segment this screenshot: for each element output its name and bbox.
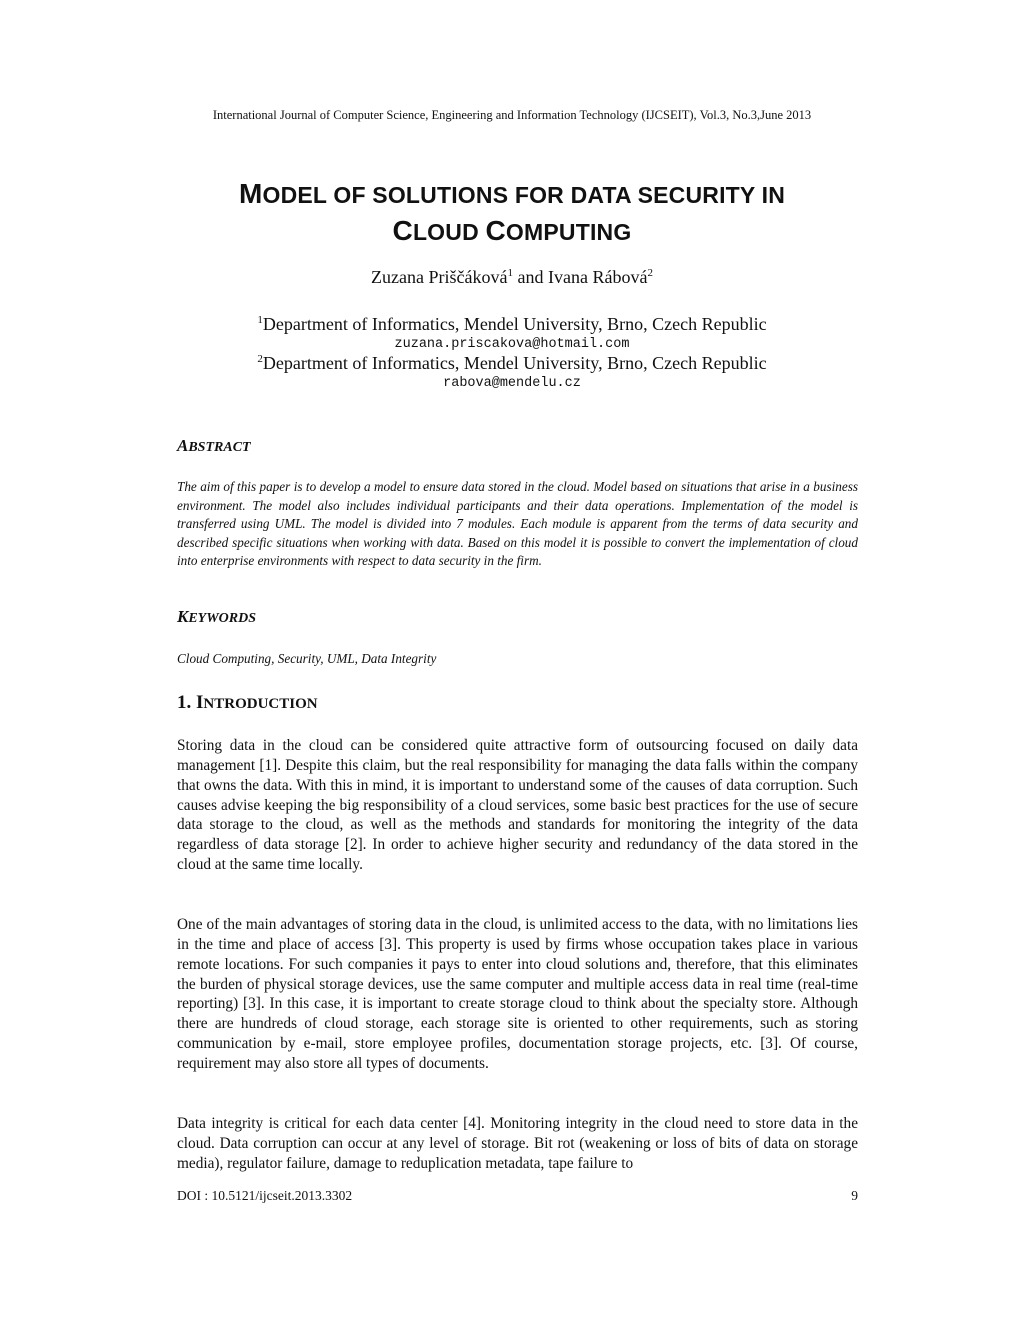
abstract-text: The aim of this paper is to develop a model to ensure data stored in the cloud. Model based on situations that arise in a business environment. The model also includes individual participants and their data operations. Implementation of the model is transferred using UML. The model is divided into 7 modules. Each module is apparent from the terms of data security and described specific situations when working with data. Based on this model it is possible to convert the implementation of cloud into enterprise environments with respect to data security in the firm.	[177, 479, 858, 569]
abstract-heading: ABSTRACT	[177, 436, 251, 455]
keywords-text: Cloud Computing, Security, UML, Data Integrity	[177, 651, 437, 666]
running-head: International Journal of Computer Science, Engineering and Information Technology (IJCSEIT), Vol.3, No.3,June 2013	[212, 108, 812, 122]
author-line: Zuzana Priščáková$^1$ and Ivana Rábová$^2$	[371, 267, 653, 287]
page-number: 9	[851, 1188, 858, 1203]
intro-paragraph-2: One of the main advantages of storing data in the cloud, is unlimited access to the data, with no limitations lies in the time and place of access [3]. This property is used by firms whose occupation takes place in various remote locations. For such companies it pays to enter into cloud solutions and, therefore, that this eliminates the burden of physical storage devices, use the same computer and multiple access data in real time (real-time reporting) [3]. In this case, it is important to create storage cloud to think about the specialty store. Although there are hundreds of cloud storage, each storage site is oriented to other requirements, such as storing communication by e-mail, store employee profiles, documentation storage projects, etc. [3]. Of course, requirement may also store all types of documents.	[177, 916, 858, 1072]
title-line-2: CLOUD COMPUTING	[392, 215, 632, 246]
intro-paragraph-3: Data integrity is critical for each data center [4]. Monitoring integrity in the cloud need to store data in the cloud. Data corruption can occur at any level of storage. Bit rot (weakening or loss of bits of data on storage media), regulator failure, damage to reduplication metadata, tape failure to	[177, 1115, 858, 1172]
paper-title	[0, 176, 1024, 250]
author-2-name: and Ivana Rábová	[513, 267, 648, 287]
footer-doi: DOI : 10.5121/ijcseit.2013.3302	[177, 1188, 353, 1203]
author-1-name: Zuzana Priščáková	[371, 267, 508, 287]
keywords-heading: KEYWORDS	[177, 607, 257, 626]
introduction-heading: 1. INTRODUCTION	[177, 692, 318, 713]
intro-paragraph-1: Storing data in the cloud can be considered quite attractive form of outsourcing focused on daily data management [1]. Despite this claim, but the real responsibility for managing the data falls within the company that owns the data. With this in mind, it is important to understand some of the causes of data corruption. Such causes advise keeping the big responsibility of a cloud services, some basic best practices for the use of secure data storage to the cloud, as well as the methods and standards for monitoring the integrity of the data regardless of data storage [2]. In order to achieve higher security and redundancy of the data stored in the cloud at the same time locally.	[177, 737, 858, 874]
affiliation-2: $^2$Department of Informatics, Mendel University, Brno, Czech Republic	[257, 353, 767, 373]
email-2[interactable]: rabova@mendelu.cz	[443, 376, 581, 391]
email-1[interactable]: zuzana.priscakova@hotmail.com	[394, 337, 630, 352]
affiliation-1: $^1$Department of Informatics, Mendel University, Brno, Czech Republic	[257, 314, 767, 334]
title-line-1: MODEL OF SOLUTIONS FOR DATA SECURITY IN	[238, 178, 786, 209]
